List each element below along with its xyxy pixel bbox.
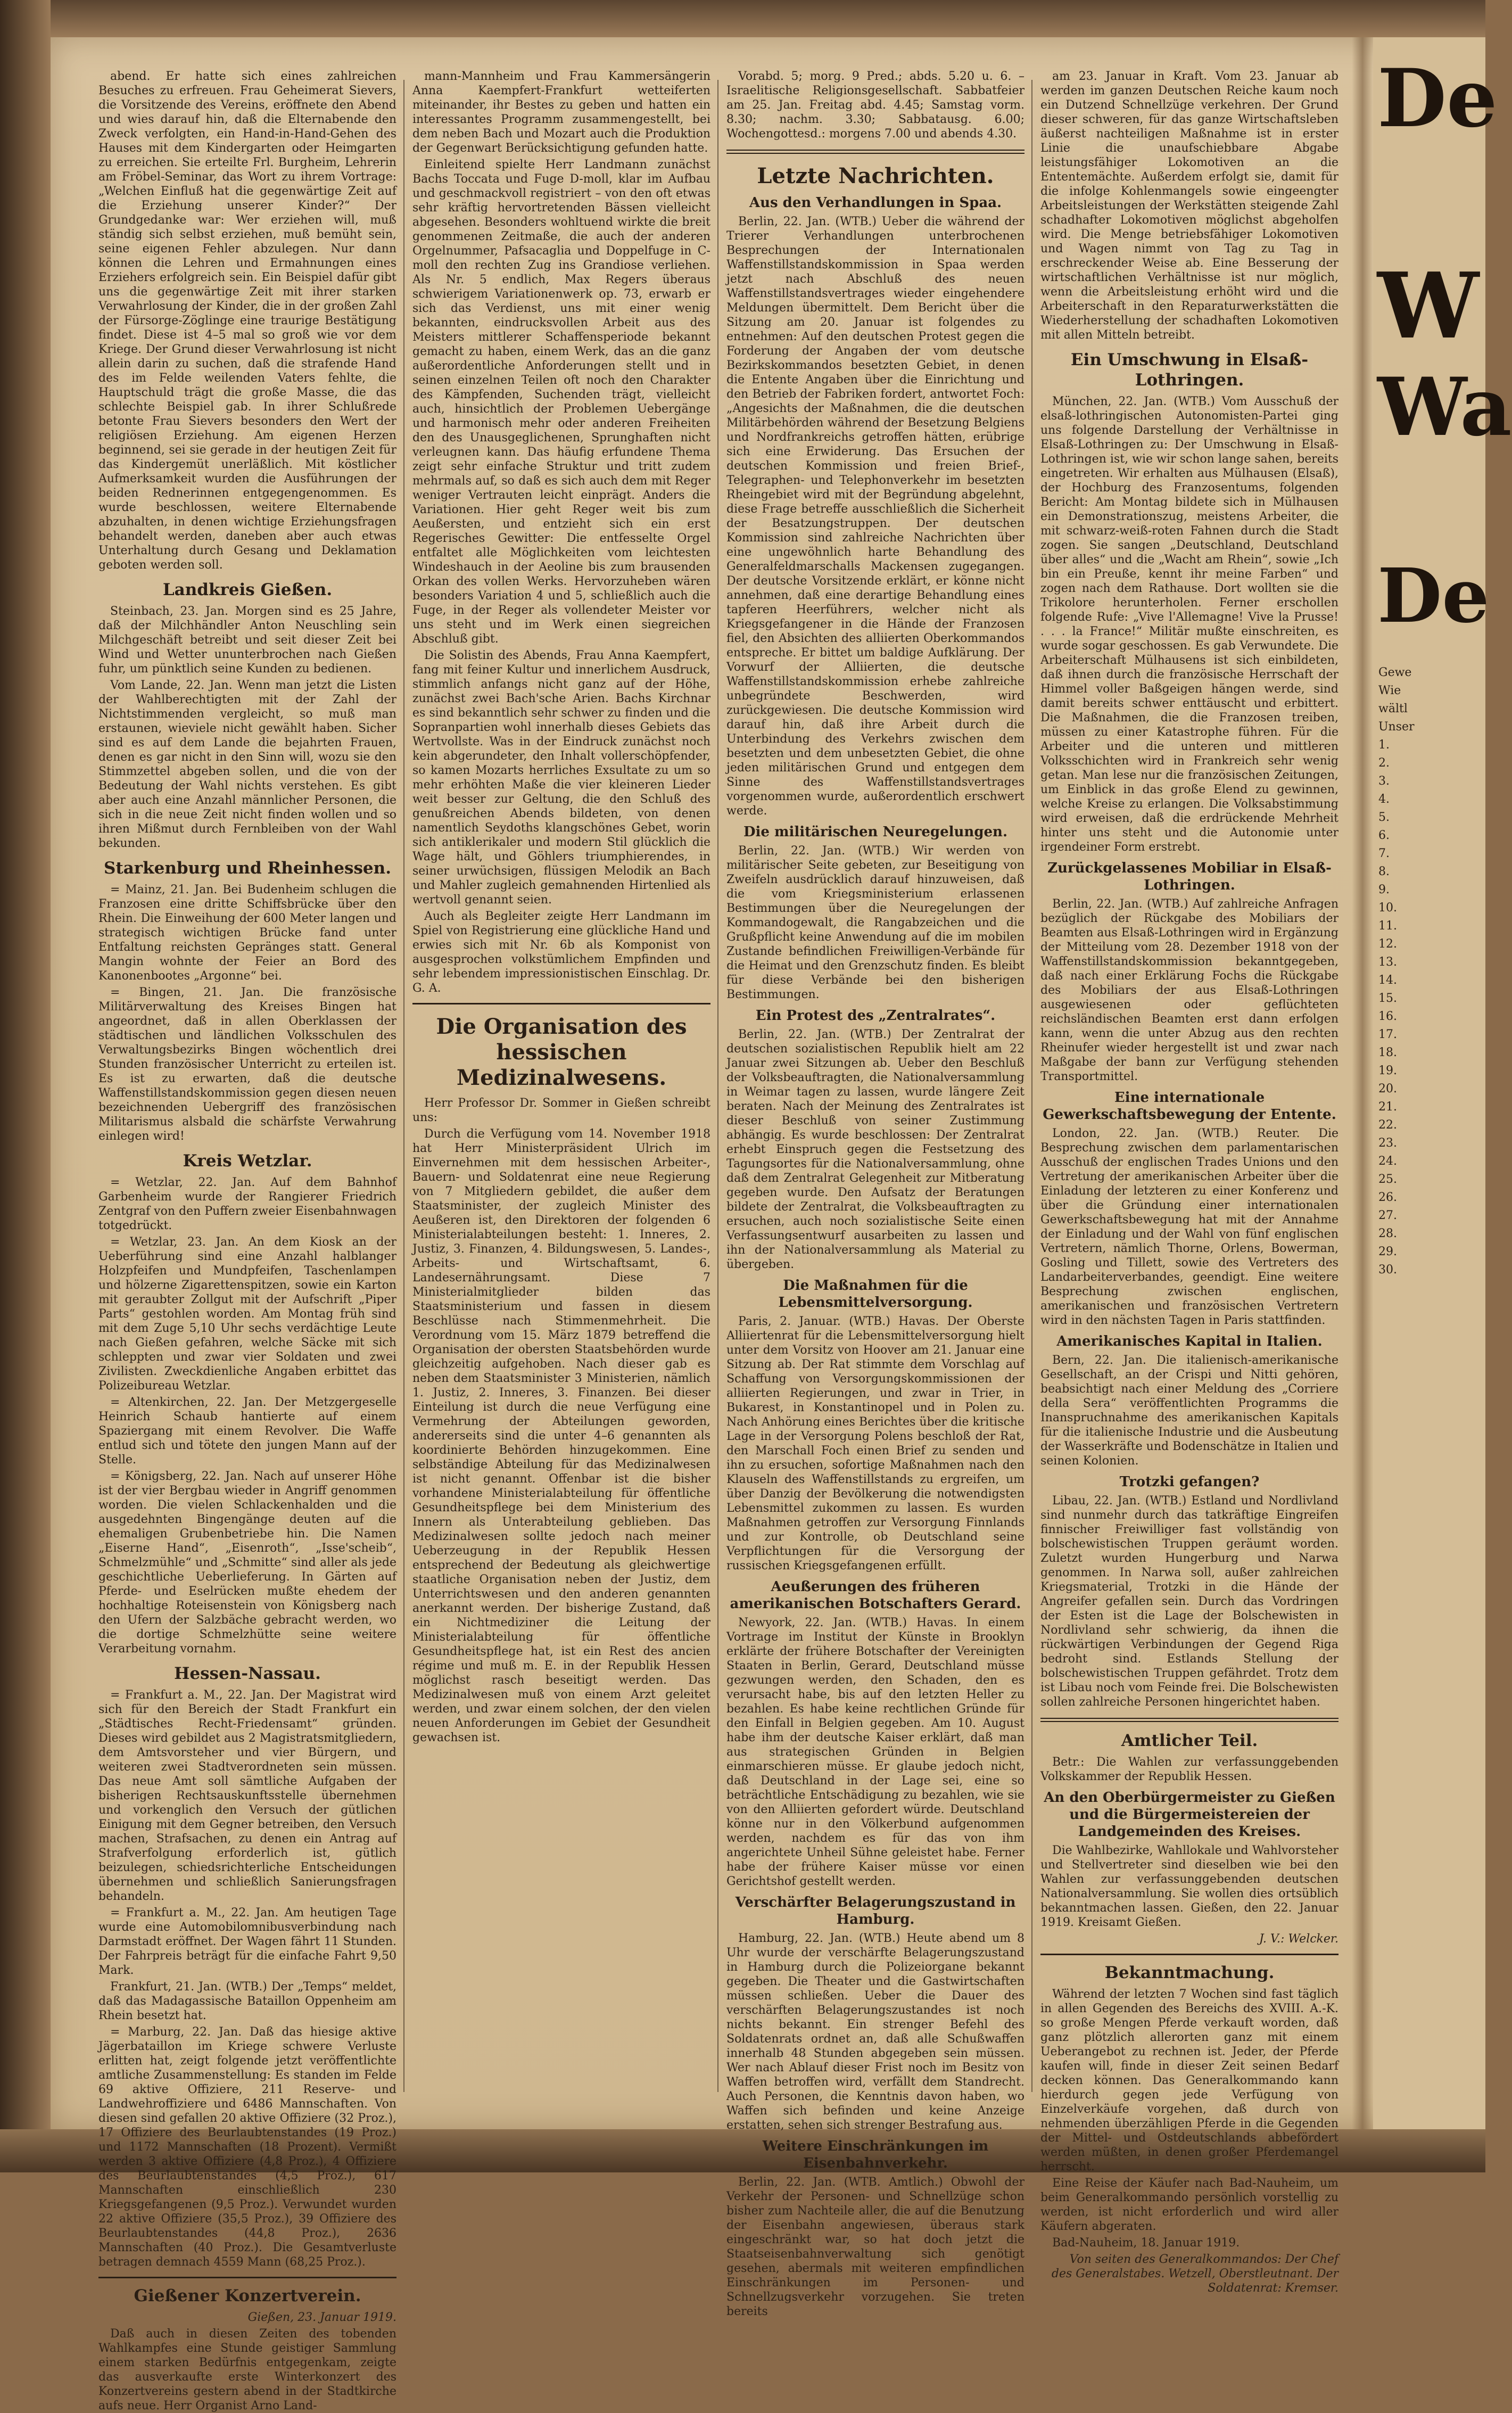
- article-paragraph: Berlin, 22. Jan. (WTB.) Wir werden von militärischer Seite gebeten, zur Beseitigung von Zweifeln ausdrücklich darauf hinzuweisen, daß die vom Kriegsministerium erlassenen Bestimmungen über die Neuregelungen der Kommandogewalt, die Rangabzeichen und die Grußpflicht keine Anwendung auf die im mobilen Zustande befindlichen Freiwilligen-Verbände für die Heimat und den Grenzschutz finden. Es bleibt für diese Verbände bei den bisherigen Bestimmungen.: [726, 844, 1024, 1001]
- article-heading: Weitere Einschränkungen im Eisenbahnverkehr.: [762, 2138, 989, 2171]
- section-headline: Die Organisation des hessischen Medizinalwesens.: [436, 1014, 687, 1090]
- adjacent-page-headline: De: [1377, 52, 1498, 145]
- adjacent-page-line: 7.: [1378, 847, 1390, 860]
- article-paragraph: Berlin, 22. Jan. (WTB.) Der Zentralrat der deutschen sozialistischen Republik hielt am 22 Januar zwei Sitzungen ab. Ueber den Beschluß der Volksbeauftragten, die Nationalversammlung in Weimar tagen zu lassen, wurde längere Zeit beraten. Nach der Meinung des Zentralrates ist dieser Beschluß von seiner Zustimmung abhängig. Es wurde beschlossen: Der Zentralrat erhebt Einspruch gegen die Festsetzung des Tagungsortes für die Nationalversammlung, ohne daß dem Zentralrat Gelegenheit zur Mitberatung gegeben wurde. Den Aufsatz der Beratungen bildete der Zentralrat, die Volksbeauftragten zu ersuchen, auch noch sozialistische Seite einen Verfassungsentwurf ausarbeiten zu lassen und ihn der Nationalversammlung als Material zu übergeben.: [726, 1028, 1024, 1271]
- article-heading: Die Maßnahmen für die Lebensmittelversorgung.: [778, 1278, 973, 1311]
- article-paragraph: = Bingen, 21. Jan. Die französische Militärverwaltung des Kreises Bingen hat angeordnet, daß in allen Oberklassen der städtischen und ländlichen Volksschulen des Verwaltungsbezirks Bingen wöchentlich drei Stunden französischer Unterricht zu erteilen ist. Es ist zu erwarten, daß die deutsche Waffenstillstandskommission gegen diesen neuen bezeichnenden Uebergriff des französischen Militarismus alsbald die schärfste Verwahrung einlegen wird!: [98, 986, 396, 1143]
- region-heading: Hessen-Nassau.: [174, 1664, 321, 1683]
- region-heading: Bekanntmachung.: [1104, 1963, 1275, 1982]
- article-paragraph: Hamburg, 22. Jan. (WTB.) Heute abend um 8 Uhr wurde der verschärfte Belagerungszustand in Hamburg durch die Polizeiorgane bekannt gegeben. Die Theater und die Gastwirtschaften müssen schließen. Ueber die Dauer des verschärften Belagerungszustandes ist noch nichts bekannt. Ein strenger Befehl des Soldatenrats ordnet an, daß alle Schußwaffen innerhalb 48 Stunden abgegeben sein müssen. Wer nach Ablauf dieser Frist noch im Besitz von Waffen betroffen wird, verfällt dem Standrecht. Auch Personen, die Kenntnis davon haben, wo Waffen sich befinden und keine Anzeige erstatten, sehen sich strenger Bestrafung aus.: [726, 1932, 1024, 2132]
- article-heading: Zurückgelassenes Mobiliar in Elsaß-Lothringen.: [1047, 860, 1332, 893]
- article-paragraph: Newyork, 22. Jan. (WTB.) Havas. In einem Vortrage im Institut der Künste in Brooklyn erklärte der frühere Botschafter der Vereinigten Staaten in Berlin, Gerard, Deutschland müsse gezwungen werden, den Schaden, den es verursacht habe, bis auf den letzten Heller zu bezahlen. Es habe keine rechtlichen Gründe für den Einfall in Belgien gegeben. Am 10. August habe ihm der deutsche Kaiser erklärt, daß man aus strategischen Gründen in Belgien einmarschieren müsse. Er glaube jedoch nicht, daß Deutschland in der Lage sei, eine so beträchtliche Entschädigung zu bezahlen, wie sie von den Alliierten gefordert würde. Deutschland könne nur in den Völkerbund aufgenommen werden, nachdem es für das von ihm angerichtete Unheil Sühne geleistet habe. Ferner habe der frühere Kaiser müsse vor einen Gerichtshof gestellt werden.: [726, 1616, 1024, 1888]
- column-rule: [412, 1003, 710, 1004]
- column-3: [726, 69, 1024, 2318]
- article-paragraph: London, 22. Jan. (WTB.) Reuter. Die Besprechung zwischen dem parlamentarischen Ausschuß der englischen Trades Unions und den Vertretung der amerikanischen Arbeiter über die Einladung der letzteren zu einer Konferenz und über die Gründung einer internationalen Gewerkschaftsbewegung hat mit der Annahme der Einladung und der Wahl von fünf englischen Vertretern, nämlich Thorne, Orlens, Bowerman, Gosling und Tillett, sowie des Vertreters des Landarbeiterverbandes, geendigt. Eine weitere Besprechung zwischen englischen, amerikanischen und französischen Vertretern wird in den nächsten Tagen in Paris stattfinden.: [1040, 1127, 1339, 1327]
- article-paragraph: mann-Mannheim und Frau Kammersängerin Anna Kaempfert-Frankfurt wetteiferten miteinander, ihr Bestes zu geben und hatten ein interessantes Programm zusammengestellt, bei dem neben Bach und Mozart auch die Produktion der Gegenwart Berücksichtigung gefunden hatte.: [412, 70, 710, 155]
- adjacent-page-line: 21.: [1378, 1100, 1397, 1114]
- column-1: [98, 69, 396, 2412]
- region-heading: Starkenburg und Rheinhessen.: [104, 859, 391, 878]
- adjacent-page-line: 28.: [1378, 1227, 1397, 1240]
- article-paragraph: = Königsberg, 22. Jan. Nach auf unserer Höhe ist der vier Bergbau wieder in Angriff genommen worden. Die vielen Schlackenhalden und die ausgedehnten Bingengänge deuten auf die ehemaligen Grubenbetriebe hin. Die Namen „Eiserne Hand“, „Eisenroth“, „Isse'scheib“, Schmelzmühle“ und „Schmitte“ sind aller als jede geschichtliche Ueberlieferung. In Gärten auf Pferde- und Eselrücken mußte ehedem der hochhaltige Roteisenstein von Königsberg nach den Ufern der Salzbäche gebracht werden, wo die dortige Schmelzhütte seine weitere Verarbeitung vornahm.: [98, 1470, 396, 1656]
- adjacent-page-line: 3.: [1378, 775, 1390, 788]
- adjacent-page-line: 10.: [1378, 901, 1397, 915]
- article-heading: Amerikanisches Kapital in Italien.: [1056, 1333, 1323, 1349]
- article-heading: Aeußerungen des früheren amerikanischen Botschafters Gerard.: [730, 1579, 1021, 1612]
- adjacent-page-line: 20.: [1378, 1082, 1397, 1096]
- article-heading: Eine internationale Gewerkschaftsbewegung der Entente.: [1043, 1090, 1336, 1123]
- dateline-signature: J. V.: Welcker.: [1259, 1932, 1339, 1946]
- region-heading: Gießener Konzertverein.: [134, 2286, 361, 2305]
- adjacent-page-line: 29.: [1378, 1245, 1397, 1258]
- article-paragraph: = Altenkirchen, 22. Jan. Der Metzgergeselle Heinrich Schaub hantierte auf einem Spaziergang mit einem Revolver. Die Waffe entlud sich und tötete den jungen Mann auf der Stelle.: [98, 1396, 396, 1467]
- column-4: [1040, 69, 1339, 2295]
- dateline-signature: Gießen, 23. Januar 1919.: [247, 2311, 396, 2324]
- article-paragraph: Einleitend spielte Herr Landmann zunächst Bachs Toccata und Fuge D-moll, klar im Aufbau und geschmackvoll registriert – von den oft etwas sehr kräftig hervortretenden Bässen vielleicht abgesehen. Besonders wohltuend wirkte die breit genommenen Zeitmaße, die auch der anderen Orgelnummer, Pafsacaglia und Doppelfuge in C-moll den rechten Zug ins Grandiose verliehen. Als Nr. 5 endlich, Max Regers überaus schwierigem Variationenwerk op. 73, erwarb er sich das Verdienst, uns mit einer wenig bekannten, eindrucksvollen Arbeit aus des Meisters mittlerer Schaffensperiode bekannt gemacht zu haben, einem Werk, das an die ganz außerordentliche Anforderungen stellt und in seinen einzelnen Teilen oft noch den Charakter des Kämpfenden, Suchenden trägt, vielleicht auch, hinsichtlich der Problemen Uebergänge und harmonisch mehr oder anderen Freiheiten den des Unausgeglichenen, Sprunghaften nicht verleugnen kann. Das häufig erfundene Thema zeigt sehr einfache Struktur und tritt zudem mehrmals auf, so daß es sich auch dem mit Reger weniger Vertrauten leicht einprägt. Anders die Variationen. Hier geht Reger weit bis zum Aeußersten, und entzieht sich ein erst Regerisches Gewitter: Die entfesselte Orgel entfaltet alle Möglichkeiten vom leichtesten Windeshauch in der Aeoline bis zum brausenden Orkan des vollen Werks. Hervorzuheben wären besonders Variation 4 und 5, schließlich auch die Fuge, in der Reger als vollendeter Meister vor uns steht und im Werk einen siegreichen Abschluß gibt.: [412, 158, 710, 646]
- adjacent-page-fragment: [1373, 37, 1512, 2129]
- adjacent-page-line: 22.: [1378, 1118, 1397, 1132]
- column-rule: [1040, 1954, 1339, 1955]
- article-paragraph: Betr.: Die Wahlen zur verfassunggebenden Volkskammer der Republik Hessen.: [1040, 1756, 1339, 1783]
- dateline-signature: Von seiten des Generalkommandos: Der Chef des Generalstabes. Wetzell, Oberstleutnant. Der Soldatenrat: Kremser.: [1051, 2253, 1339, 2295]
- adjacent-page-line: 24.: [1378, 1155, 1397, 1168]
- adjacent-page-headline: De: [1377, 553, 1490, 640]
- article-paragraph: Auch als Begleiter zeigte Herr Landmann im Spiel von Registrierung eine glückliche Hand und erwies sich mit Nr. 6b als Komponist von ausgesprochen volkstümlichem Empfinden und sehr lebendem impressionistischen Einschlag. Dr. G. A.: [412, 910, 710, 995]
- article-heading: Aus den Verhandlungen in Spaa.: [749, 195, 1002, 211]
- adjacent-page-line: 4.: [1378, 793, 1390, 806]
- article-paragraph: Berlin, 22. Jan. (WTB. Amtlich.) Obwohl der Verkehr der Personen- und Schnellzüge schon bisher zum Nachteile aller, die auf die Benutzung der Eisenbahn angewiesen, überaus stark eingeschränkt war, so hat doch jetzt die Staatseisenbahnverwaltung sich genötigt gesehen, abermals mit weiteren empfindlichen Einschränkungen im Personen- und Schnellzugsverkehr vorzugehen. Sie treten bereits: [726, 2176, 1024, 2318]
- article-paragraph: Während der letzten 7 Wochen sind fast täglich in allen Gegenden des Bereichs des XVIII. A.-K. so große Mengen Pferde verkauft worden, daß ganz plötzlich allerorten ganz mit einem Ueberangebot zu rechnen ist. Jeder, der Pferde kaufen will, finde in dieser Zeit seinen Bedarf decken können. Das Generalkommando kann hierdurch gegen jede Verfügung von Einzelverkäufe vorgehen, daß durch von nehmenden überzähligen Pferde in die Gegenden der Mittel- und Ostdeutschlands abbefördert werden müßten, in denen großer Pferdemangel herrscht.: [1040, 1988, 1339, 2173]
- column-divider: [1031, 80, 1032, 2092]
- scan-edge-top: [0, 0, 1485, 37]
- adjacent-page-line: 14.: [1378, 974, 1397, 987]
- article-paragraph: Bad-Nauheim, 18. Januar 1919.: [1052, 2236, 1240, 2250]
- adjacent-page-line: 18.: [1378, 1046, 1397, 1059]
- adjacent-page-line: Wie: [1378, 684, 1401, 697]
- article-paragraph: Herr Professor Dr. Sommer in Gießen schreibt uns:: [412, 1097, 710, 1124]
- adjacent-page-line: Gewe: [1378, 666, 1412, 679]
- adjacent-page-line: 26.: [1378, 1191, 1397, 1204]
- page-fold: [1352, 37, 1373, 2129]
- adjacent-page-line: 13.: [1378, 956, 1397, 969]
- region-heading: Kreis Wetzlar.: [183, 1151, 312, 1171]
- column-divider: [717, 80, 718, 2092]
- adjacent-page-line: 19.: [1378, 1064, 1397, 1077]
- article-paragraph: Eine Reise der Käufer nach Bad-Nauheim, um beim Generalkommando persönlich vorstellig zu werden, ist nicht erforderlich und wird aller Käufern abgeraten.: [1040, 2177, 1339, 2233]
- adjacent-page-line: 23.: [1378, 1137, 1397, 1150]
- region-heading: Landkreis Gießen.: [162, 580, 333, 599]
- double-rule: [726, 150, 1024, 154]
- adjacent-page-headline: W: [1377, 253, 1479, 359]
- article-paragraph: Berlin, 22. Jan. (WTB.) Ueber die während der Trierer Verhandlungen unterbrochenen Besprechungen der Internationalen Waffenstillstandskommission in Spaa werden jetzt nach Abschluß des neuen Waffenstillstandsvertrages wieder eingehendere Meldungen übermittelt. Dem Bericht über die Sitzung am 20. Januar ist folgendes zu entnehmen: Auf den deutschen Protest gegen die Forderung der Angaben der vom deutsche Bezirkskommandos besetzten Gebiet, in denen die Entente Angaben über die Einrichtung und den Betrieb der Fabriken fordert, antwortet Foch: „Angesichts der Maßnahmen, die die deutschen Militärbehörden während der Besetzung Belgiens und Nordfrankreichs getroffen hätten, erübrige sich eine Erwiderung. Das Ersuchen der deutschen Kommission und freien Brief-, Telegraphen- und Telephonverkehr im besetzten Rheingebiet wird mit der Begründung abgelehnt, diese Frage betreffe ausschließlich die Sicherheit der Besatzungstruppen. Der deutschen Kommission sind zahlreiche Nachrichten über eine ungewöhnlich harte Behandlung des Generalfeldmarschalls Mackensen zugegangen. Der deutsche Vorsitzende erklärt, er könne nicht annehmen, daß eine derartige Behandlung eines tapferen Heerführers, welcher nicht als Kriegsgefangener in die Hände der Franzosen fiel, den Absichten des alliierten Oberkommandos entspreche. Er bittet um baldige Aufklärung. Der Vorwurf der Alliierten, die deutsche Waffenstillstandskommission erhebe zahlreiche unbegründete Beschwerden, wird zurückgewiesen. Die deutsche Kommission wird darauf hin, daß ihre Arbeit durch die Unterbindung des Verkehrs zwischen dem besetzten und dem unbesetzten Gebiet, die ohne jeden militärischen Grund und entgegen dem Sinne des Waffenstillstandsvertrages vorgenommen wurde, außerordentlich erschwert werde.: [726, 215, 1024, 818]
- article-paragraph: Steinbach, 23. Jan. Morgen sind es 25 Jahre, daß der Milchhändler Anton Neuschling sein Milchgeschäft betreibt und seit dieser Zeit bei Wind und Wetter ununterbrochen nach Gießen fuhr, um pünktlich seine Kunden zu bedienen.: [98, 605, 396, 676]
- adjacent-page-line: 9.: [1378, 883, 1390, 896]
- article-paragraph: Die Solistin des Abends, Frau Anna Kaempfert, fang mit feiner Kultur und innerlichem Ausdruck, stimmlich anfangs nicht ganz auf der Höhe, zunächst zwei Bach'sche Arien. Bachs Kirchnar es sind bekanntlich sehr schwer zu finden und die Sopranpartien wohl innerhalb dieses Gebiets das Wertvollste. Was in der Eindruck zunächst noch kein abgerundeter, den Inhalt vollerschöpfender, so kamen Mozarts herrliches Exsultate zu um so mehr erhöhten Maße die vier kleineren Lieder weit besser zur Geltung, die den Schluß des genußreichen Abends bildeten, von denen namentlich Seydoths klangschönes Gebet, worin sich antiklerikaler und modern Stil glücklich die Wage hält, und Göhlers triumphierendes, in seiner urwüchsigen, flüssigen Melodik an Bach und Mahler zugleich gemahnenden Hirtenlied als wertvoll genannt seien.: [412, 649, 710, 907]
- article-paragraph: Libau, 22. Jan. (WTB.) Estland und Nordlivland sind nunmehr durch das tatkräftige Eingreifen finnischer Freiwilliger fast vollständig von bolschewistischen Truppen geräumt worden. Zuletzt wurden Hungerburg und Narwa genommen. In Narwa soll, außer zahlreichen Kriegsmaterial, Trotzki in die Hände der Angreifer gefallen sein. Durch das Vordringen der Esten ist die Lage der Bolschewisten in Nordlivland sehr schwierig, da ihnen die rückwärtigen Verbindungen der Gegend Riga bedroht sind. Estlands Stellung der bolschewistischen Truppen gefährdet. Trotz dem ist Libau noch vom Feinde frei. Die Bolschewisten sollen zahlreiche Personen hingerichtet haben.: [1040, 1494, 1339, 1709]
- article-paragraph: abend. Er hatte sich eines zahlreichen Besuches zu erfreuen. Frau Geheimerat Sievers, die Vorsitzende des Vereins, eröffnete den Abend und wies darauf hin, daß die Elternabende den Zweck verfolgten, ein Hand-in-Hand-Gehen des Hauses mit dem Kindergarten oder Heimgarten zu erreichen. Sie erteilte Frl. Burgheim, Lehrerin am Fröbel-Seminar, das Wort zu ihrem Vortrage: „Welchen Einfluß hat die gegenwärtige Zeit auf die Erziehung unserer Kinder?“ Der Grundgedanke war: Wer erziehen will, muß ständig sich selbst erziehen, muß bemüht sein, seine eigenen Fehler abzulegen. Nur dann können die Lehren und Ermahnungen eines Erziehers erfolgreich sein. Ein Beispiel dafür gibt uns die gegenwärtige Zeit mit ihrer starken Verwahrlosung der Kinder, die in der großen Zahl der Fürsorge-Zöglinge eine traurige Bestätigung findet. Diese ist 4–5 mal so groß wie vor dem Kriege. Der Grund dieser Verwahrlosung ist nicht allein darin zu suchen, daß die strafende Hand des im Felde weilenden Vaters fehlte, die Hauptschuld trägt die große Masse, die das schlechte Beispiel gab. In ihrer Schlußrede betonte Frau Sievers besonders den Wert der religiösen Erziehung. Am eigenen Herzen beginnend, sei sie gerade in der heutigen Zeit für das Kindergemüt unerläßlich. Mit köstlicher Aufmerksamkeit wurden die Ausführungen der beiden Rednerinnen entgegengenommen. Es wurde beschlossen, weitere Elternabende abzuhalten, in denen wichtige Erziehungsfragen behandelt werden, daneben aber auch etwas Unterhaltung durch Gesang und Deklamation geboten werden soll.: [98, 70, 396, 572]
- adjacent-page-line: 5.: [1378, 811, 1390, 824]
- article-paragraph: Paris, 2. Januar. (WTB.) Havas. Der Oberste Alliiertenrat für die Lebensmittelversorgung hielt unter dem Vorsitz von Hoover am 21. Januar eine Sitzung ab. Der Rat stimmte dem Vorschlag auf Schaffung von Versorgungskommissionen der alliierten Regierungen, und zwar in Trier, in Bukarest, in Konstantinopel und in Polen zu. Nach Anhörung eines Berichtes über die kritische Lage in der Versorgung Polens beschloß der Rat, den Marschall Foch einen Brief zu senden und ihn zu ersuchen, sofortige Maßnahmen nach den Klauseln des Waffenstillstands zu ergreifen, um über Danzig der Bevölkerung die notwendigsten Lebensmittel zukommen zu lassen. Es wurden Maßnahmen getroffen zur Versorgung Finnlands und zur Kontrolle, ob Deutschland seine Verpflichtungen für die Versorgung der russischen Kriegsgefangenen erfüllt.: [726, 1315, 1024, 1572]
- article-paragraph: Bern, 22. Jan. Die italienisch-amerikanische Gesellschaft, an der Crispi und Nitti gehören, beabsichtigt nach einer Meldung des „Corriere della Sera“ veröffentlichten Programms die Inanspruchnahme des amerikanischen Kapitals für die italienische Industrie und die Ausbeutung der Wasserkräfte und Bodenschätze in Italien und seinen Kolonien.: [1040, 1354, 1339, 1468]
- adjacent-page-line: 27.: [1378, 1209, 1397, 1222]
- scan-edge-left: [0, 0, 51, 2172]
- adjacent-page-line: 12.: [1378, 937, 1397, 951]
- adjacent-page-line: 30.: [1378, 1263, 1397, 1276]
- adjacent-page-line: 25.: [1378, 1173, 1397, 1186]
- adjacent-page-line: wältl: [1378, 702, 1408, 715]
- article-paragraph: = Frankfurt a. M., 22. Jan. Der Magistrat wird sich für den Bereich der Stadt Frankfurt ein „Städtisches Recht-Friedensamt“ gründen. Dieses wird gebildet aus 2 Magistratsmitgliedern, dem Amtsvorsteher und vier Bürgern, und weiteren zwei Stadtverordneten sein müssen. Das neue Amt soll sämtliche Aufgaben der bisherigen Rechtsauskunftsstelle übernehmen und vorkenglich den Versuch der gütlichen Einigung mit dem Gegner betreiben, den Versuch machen, Strafsachen, zu denen ein Antrag auf Strafverfolgung erforderlich ist, gütlich beizulegen, schiedsrichterliche Entscheidungen übernehmen und schließlich Sanierungsfragen behandeln.: [98, 1689, 396, 1903]
- article-paragraph: = Frankfurt a. M., 22. Jan. Am heutigen Tage wurde eine Automobilomnibusverbindung nach Darmstadt eröffnet. Der Wagen fährt 11 Stunden. Der Fahrpreis beträgt für die einfache Fahrt 9,50 Mark.: [98, 1906, 396, 1977]
- region-heading: Ein Umschwung in Elsaß-Lothringen.: [1070, 350, 1309, 390]
- region-heading: Amtlicher Teil.: [1121, 1731, 1258, 1750]
- adjacent-page-line: 6.: [1378, 829, 1390, 842]
- article-paragraph: = Wetzlar, 23. Jan. An dem Kiosk an der Ueberführung sind eine Anzahl halblanger Holzpfeifen und Mundpfeifen, Taschenlampen und hölzerne Zigarettenspitzen, sowie ein Karton mit geraubter Zollgut mit der Aufschrift „Piper Parts“ gestohlen worden. Am Montag früh sind mit dem Zuge 5,10 Uhr sechs verdächtige Leute nach Gießen gefahren, welche Säcke mit sich schleppten und zwar vier Soldaten und zwei Zivilisten. Zweckdienliche Angaben erbittet das Polizeibureau Wetzlar.: [98, 1236, 396, 1393]
- adjacent-page-line: 1.: [1378, 738, 1390, 752]
- article-paragraph: München, 22. Jan. (WTB.) Vom Ausschuß der elsaß-lothringischen Autonomisten-Partei ging uns folgende Darstellung der Verhältnisse in Elsaß-Lothringen zu: Der Umschwung in Elsaß-Lothringen ist, wie wir schon lange sahen, bereits eingetreten. Wir erhalten aus Mülhausen (Elsaß), der Hochburg des Franzosentums, folgenden Bericht: Am Montag bildete sich in Mülhausen ein Demonstrationszug, meistens Arbeiter, die mit schwarz-weiß-roten Fahnen durch die Stadt zogen. Sie sangen „Deutschland, Deutschland über alles“ und die „Wacht am Rhein“, sowie „Ich bin ein Preuße, kennt ihr meine Farben“ und zogen nach dem Rathause. Dort wollten sie die Trikolore herunterholen. Ferner erschollen folgende Rufe: „Vive l'Allemagne! Vive la Prusse! . . . la France!“ Militär mußte einschreiten, es wurde sogar geschossen. Es gab Verwundete. Die Arbeiterschaft Mülhausens ist sich einbildeten, daß ihnen durch die französische Herrschaft der Himmel voller Baßgeigen hängen werde, sind damit bereits schwer enttäuscht und erbittert. Die Maßnahmen, die die Franzosen treiben, müssen zu einer Katastrophe führen. Für die Arbeiter und die unteren und mittleren Volksschichten wird in Frankreich sehr wenig getan. Man lese nur die französischen Zeitungen, um Einblick in das große Elend zu gewinnen, welche Kreise zu erlangen. Die Volksabstimmung wird erweisen, daß die erdrückende Mehrheit hinter uns steht und die Autonomie unter irgendeiner Form erstrebt.: [1040, 395, 1339, 854]
- column-divider: [403, 80, 404, 2092]
- article-paragraph: Berlin, 22. Jan. (WTB.) Auf zahlreiche Anfragen bezüglich der Rückgabe des Mobiliars der Beamten aus Elsaß-Lothringen wird in Ergänzung der Mitteilung vom 28. Dezember 1918 von der Waffenstillstandskommission bekanntgegeben, daß nach einer Erklärung Fochs die Rückgabe des Mobiliars der aus Elsaß-Lothringen ausgewiesenen oder geflüchteten reichsländischen Beamten erst dann erfolgen kann, wenn die unter Abzug aus den rechten Rheinufer wieder hergestellt ist und zwar nach Maßgabe der bann zur Verfügung stehenden Transportmittel.: [1040, 897, 1339, 1083]
- article-paragraph: Durch die Verfügung vom 14. November 1918 hat Herr Ministerpräsident Ulrich im Einvernehmen mit dem hessischen Arbeiter-, Bauern- und Soldatenrat eine neue Regierung von 7 Mitgliedern gebildet, die außer dem Staatsminister, der zugleich Minister des Aeußeren ist, den Direktoren der folgenden 6 Ministerialabteilungen besteht: 1. Inneres, 2. Justiz, 3. Finanzen, 4. Bildungswesen, 5. Landes-, Arbeits- und Wirtschaftsamt, 6. Landesernährungsamt. Diese 7 Ministerialmitglieder bilden das Staatsministerium und fassen in diesem Beschlüsse nach Stimmenmehrheit. Die Verordnung vom 15. März 1879 betreffend die Organisation der obersten Staatsbehörden wurde gleichzeitig aufgehoben. Nach dieser gab es neben dem Staatsminister 3 Ministerien, nämlich 1. Justiz, 2. Inneres, 3. Finanzen. Bei dieser Einteilung ist durch die neue Verfügung eine Vermehrung der Abteilungen geworden, andererseits sind die unter 4–6 genannten als koordinierte Behörden hinzugekommen. Eine selbständige Abteilung für das Medizinalwesen ist nicht genannt. Offenbar ist die bisher vorhandene Ministerialabteilung für öffentliche Gesundheitspflege bei dem Ministerium des Innern als Unterabteilung geblieben. Das Medizinalwesen sollte jedoch nach meiner Ueberzeugung in der Republik Hessen entsprechend der Bedeutung als gleichwertige staatliche Organisation neben der Justiz, dem Unterrichtswesen und den anderen genannten anerkannt werden. Der bisherige Zustand, daß ein Nichtmediziner die Leitung der Ministerialabteilung für öffentliche Gesundheitspflege hat, ist ein Rest des ancien régime und muß m. E. in der Republik Hessen möglichst rasch beseitigt werden. Das Medizinalwesen muß von einem Arzt geleitet werden, und zwar einem solchen, der den vielen neuen Anforderungen im Gebiet der Gesundheit gewachsen ist.: [412, 1127, 710, 1744]
- article-paragraph: Frankfurt, 21. Jan. (WTB.) Der „Temps“ meldet, daß das Madagassische Bataillon Oppenheim am Rhein besetzt hat.: [98, 1980, 396, 2022]
- adjacent-page-line: Unser: [1378, 720, 1415, 734]
- article-paragraph: = Mainz, 21. Jan. Bei Budenheim schlugen die Franzosen eine dritte Schiffsbrücke über den Rhein. Die Einweihung der 600 Meter langen und strategisch wichtigen Brücke fand unter Entfaltung reichsten Gepränges statt. General Mangin wohnte der Feier an Bord des Kanonenbootes „Argonne“ bei.: [98, 883, 396, 983]
- column-rule: [98, 2277, 396, 2278]
- adjacent-page-line: 11.: [1378, 919, 1397, 933]
- adjacent-page-line: 2.: [1378, 756, 1390, 770]
- article-heading: Trotzki gefangen?: [1119, 1474, 1260, 1490]
- adjacent-page-line: 16.: [1378, 1010, 1397, 1023]
- adjacent-page-headline: Wa: [1377, 360, 1512, 454]
- article-paragraph: Daß auch in diesen Zeiten des tobenden Wahlkampfes eine Stunde geistiger Sammlung einem starken Bedürfnis entgegenkam, zeigte das ausverkaufte erste Winterkonzert des Konzertvereins gestern abend in der Stadtkirche aufs neue. Herr Organist Arno Land-: [98, 2327, 396, 2412]
- article-paragraph: = Marburg, 22. Jan. Daß das hiesige aktive Jägerbataillon im Kriege schwere Verluste erlitten hat, zeigt folgende jetzt veröffentlichte amtliche Zusammenstellung: Es standen im Felde 69 aktive Offiziere, 211 Reserve- und Landwehroffiziere und 6486 Mannschaften. Von diesen sind gefallen 20 aktive Offiziere (32 Proz.), 17 Offiziere des Beurlaubtenstandes (19 Proz.) und 1172 Mannschaften (18 Prozent). Vermißt werden 3 aktive Offiziere (4,8 Proz.), 4 Offiziere des Beurlaubtenstandes (4,5 Proz.), 617 Mannschaften einschließlich 230 Kriegsgefangenen (9,5 Proz.). Verwundet wurden 22 aktive Offiziere (35,5 Proz.), 39 Offiziere des Beurlaubtenstandes (44,8 Proz.), 2636 Mannschaften (40 Proz.). Die Gesamtverluste betragen demnach 4559 Mann (68,25 Proz.).: [98, 2025, 396, 2269]
- adjacent-page-line: 15.: [1378, 992, 1397, 1005]
- adjacent-page-line: 17.: [1378, 1028, 1397, 1041]
- adjacent-page-line: 8.: [1378, 865, 1390, 878]
- article-heading: Verschärfter Belagerungszustand in Hamburg.: [735, 1895, 1016, 1928]
- article-paragraph: am 23. Januar in Kraft. Vom 23. Januar ab werden im ganzen Deutschen Reiche kaum noch ein Dutzend Schnellzüge verkehren. Der Grund dieser schweren, für das ganze Wirtschaftsleben äußerst nachteiligen Maßnahme ist in erster Linie die unaufschiebbare Abgabe leistungsfähiger Lokomotiven an die Ententemächte. Außerdem erfolgt sie, damit für die infolge Kohlenmangels sowie eingeengter Arbeitsleistungen der Werkstätten steigende Zahl schadhafter Lokomotiven möglichst abgeholfen wird. Die Menge betriebsfähiger Lokomotiven und Wagen nimmt von Tag zu Tag in erschreckender Weise ab. Eine Besserung der wirtschaftlichen Verhältnisse ist nur möglich, wenn die Arbeitsleistung erhöht wird und die Arbeiterschaft in den Reparaturwerkstätten die Wiederherstellung der schadhaften Lokomotiven mit allen Mitteln betreibt.: [1040, 70, 1339, 342]
- double-rule: [1040, 1718, 1339, 1722]
- article-heading: Die militärischen Neuregelungen.: [743, 824, 1007, 840]
- article-paragraph: Vorabd. 5; morg. 9 Pred.; abds. 5.20 u. 6. – Israelitische Religionsgesellschaft. Sabbatfeier am 25. Jan. Freitag abd. 4.45; Samstag vorm. 8.30; nachm. 3.30; Sabbatausg. 6.00; Wochengottesd.: morgens 7.00 und abends 4.30.: [726, 70, 1024, 141]
- article-heading: An den Oberbürgermeister zu Gießen und die Bürgermeistereien der Landgemeinden des Kreises.: [1044, 1790, 1335, 1840]
- article-paragraph: = Wetzlar, 22. Jan. Auf dem Bahnhof Garbenheim wurde der Rangierer Friedrich Zentgraf von den Puffern zweier Eisenbahnwagen totgedrückt.: [98, 1176, 396, 1232]
- column-2: [412, 69, 710, 2092]
- section-headline: Letzte Nachrichten.: [757, 163, 994, 188]
- article-paragraph: Vom Lande, 22. Jan. Wenn man jetzt die Listen der Wahlberechtigten mit der Zahl der Nichtstimmenden vergleicht, so muß man erstaunen, wieviele nicht gewählt haben. Sicher sind es auf dem Lande die bejahrten Frauen, denen es gar nicht in den Sinn will, wozu sie den Stimmzettel abgeben sollen, und die von der Bedeutung der Wahl nichts verstehen. Es gibt aber auch eine Anzahl männlicher Personen, die sich in die neue Zeit nicht finden wollen und so ihren Mißmut durch Fernbleiben von der Wahl bekunden.: [98, 679, 396, 850]
- article-heading: Ein Protest des „Zentralrates“.: [755, 1008, 996, 1024]
- article-paragraph: Die Wahlbezirke, Wahllokale und Wahlvorsteher und Stellvertreter sind dieselben wie bei den Wahlen zur verfassunggebenden deutschen Nationalversammlung. Sie wollen dies ortsüblich bekanntmachen lassen. Gießen, den 22. Januar 1919. Kreisamt Gießen.: [1040, 1844, 1339, 1929]
